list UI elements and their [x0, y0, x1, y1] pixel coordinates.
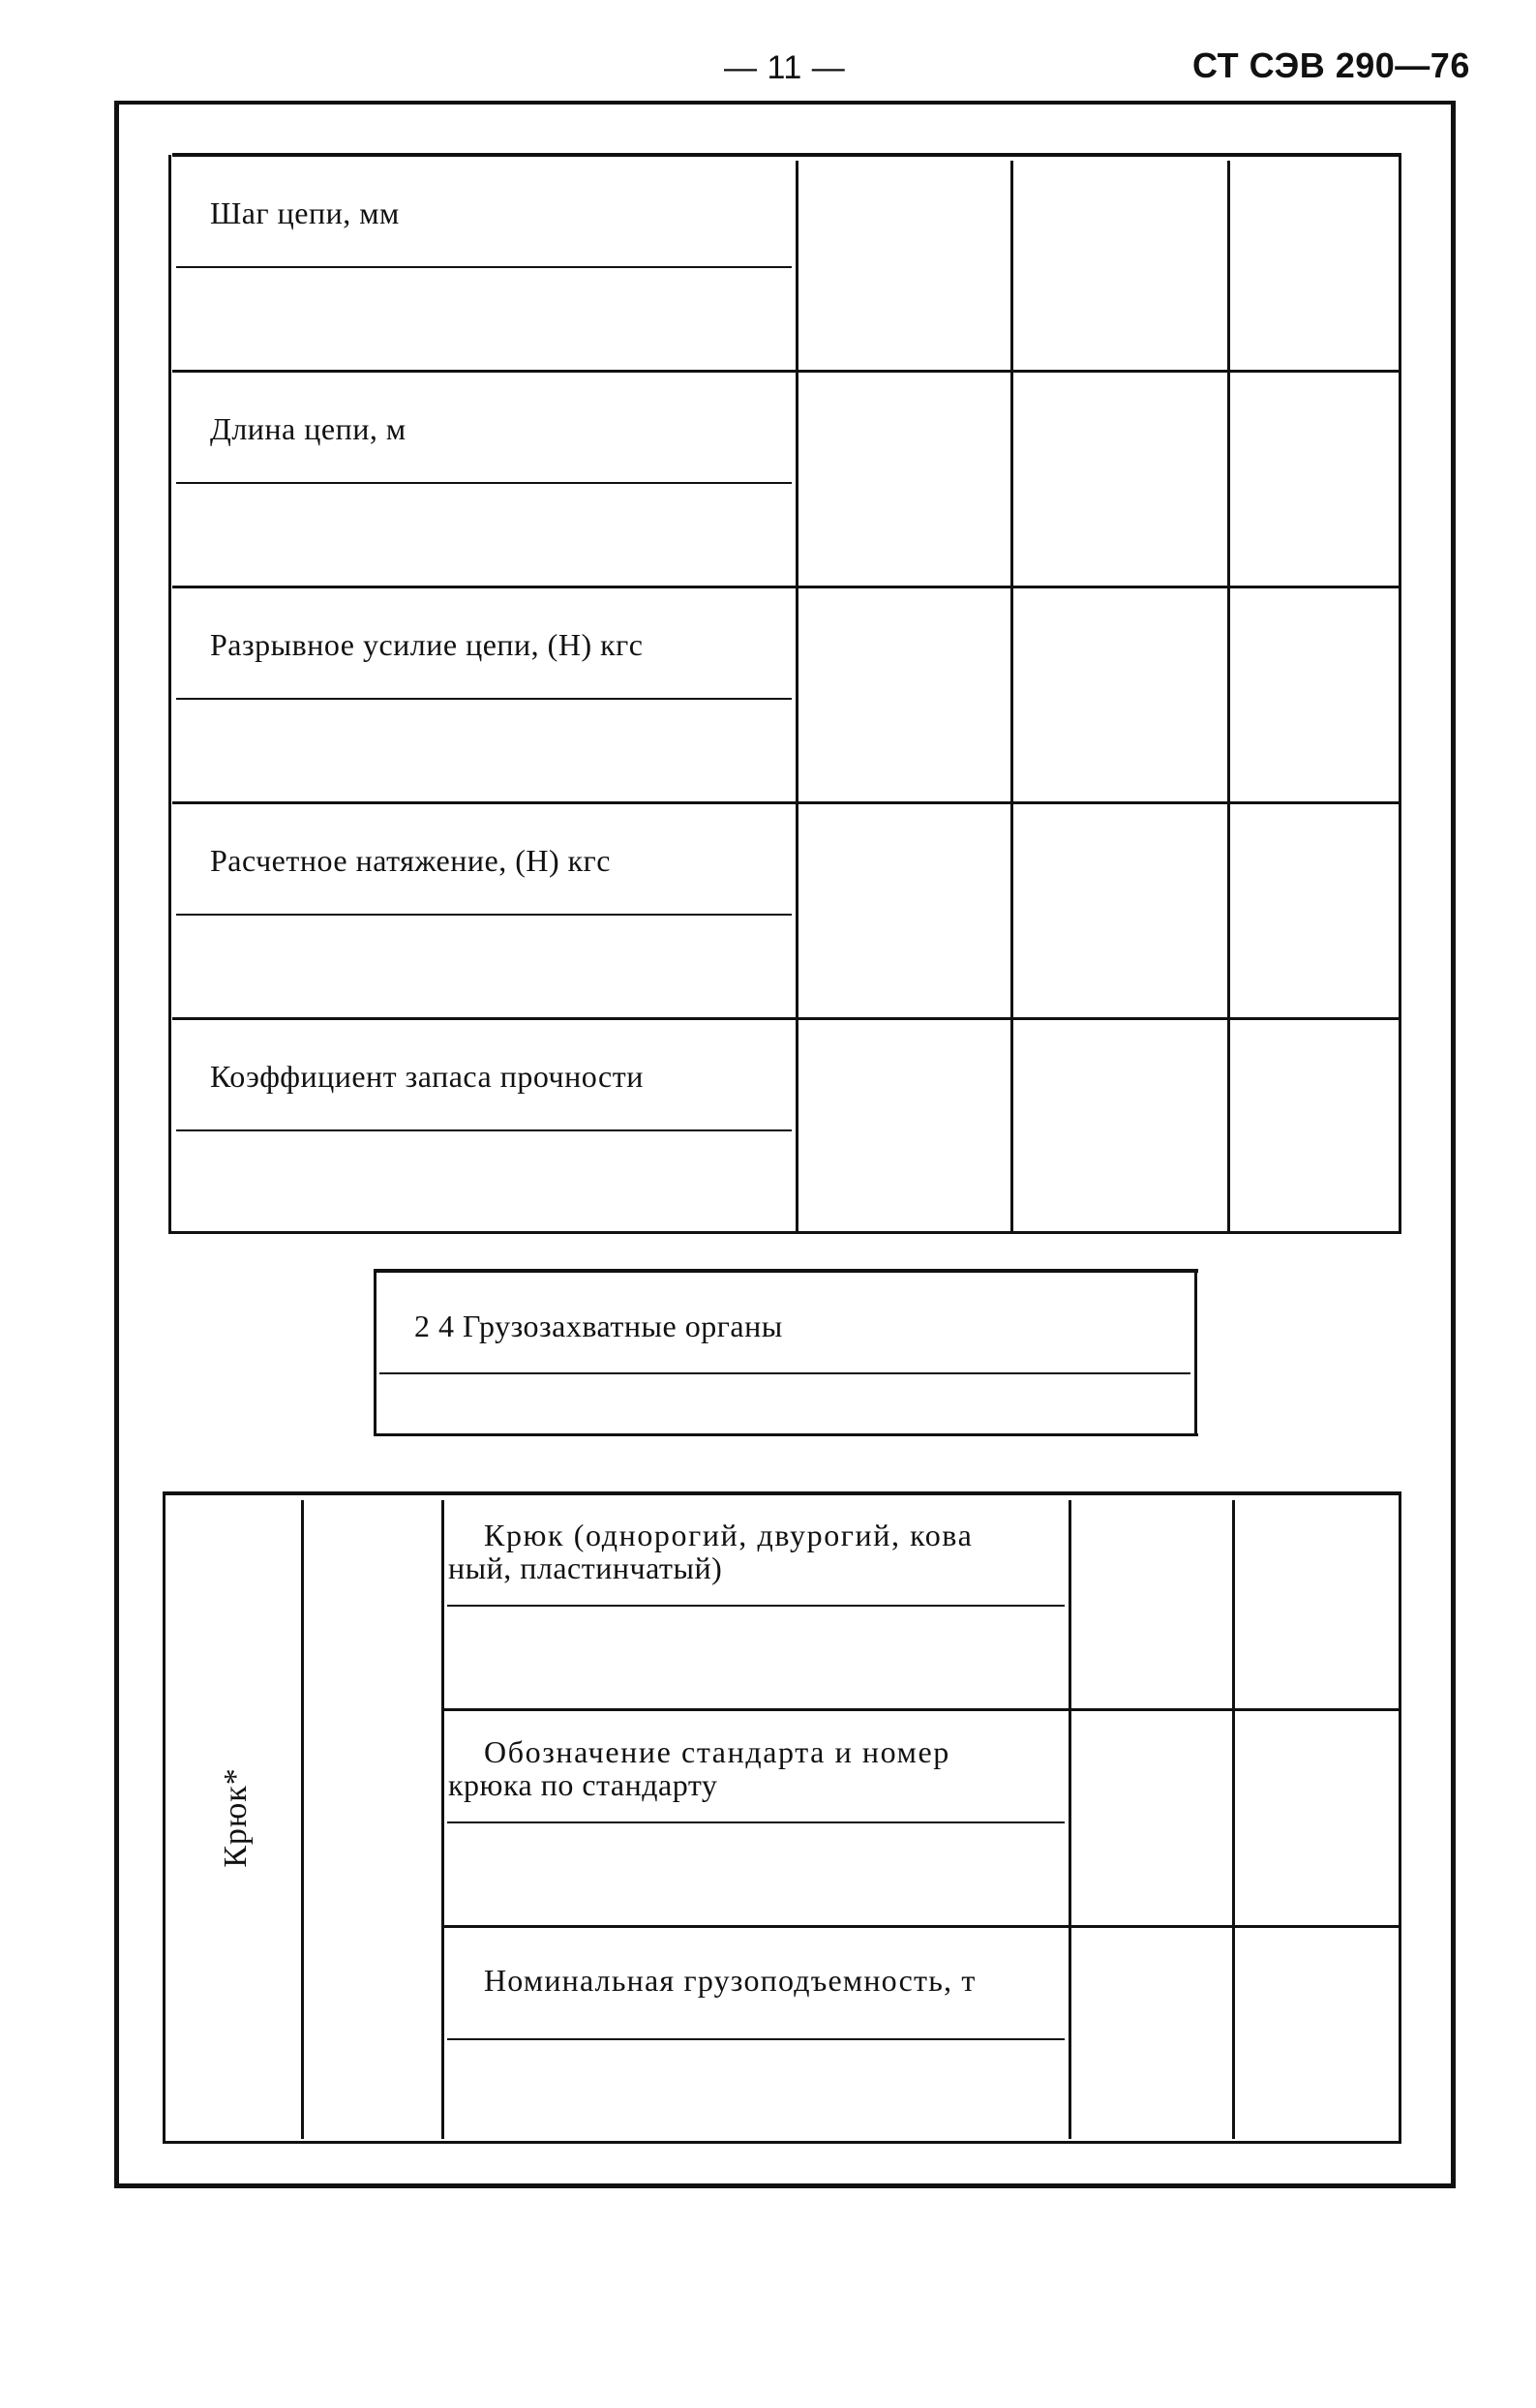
- hook-type-label-line1: Крюк (однорогий, двурогий, кова: [484, 1518, 974, 1552]
- chain-length-label: Длина цепи, м: [210, 411, 407, 446]
- standard-code: СТ СЭВ 290—76: [1192, 45, 1470, 85]
- hook-standard-label-line2: крюка по стандарту: [448, 1767, 718, 1802]
- section-title: 2 4 Грузозахватные органы: [414, 1309, 783, 1343]
- hook-side-label: Крюк*: [218, 1767, 254, 1868]
- hook-standard-label-line1: Обозначение стандарта и номер: [484, 1734, 950, 1769]
- rated-capacity-label: Номинальная грузоподъемность, т: [484, 1963, 977, 1998]
- chain-breaking-load-label: Разрывное усилие цепи, (Н) кгс: [210, 627, 644, 662]
- safety-factor-label: Коэффициент запаса прочности: [210, 1059, 644, 1094]
- page-number: — 11 —: [724, 49, 846, 86]
- design-tension-label: Расчетное натяжение, (Н) кгс: [210, 843, 611, 878]
- hook-type-label-line2: ный, пластинчатый): [448, 1550, 723, 1585]
- chain-pitch-label: Шаг цепи, мм: [210, 196, 400, 230]
